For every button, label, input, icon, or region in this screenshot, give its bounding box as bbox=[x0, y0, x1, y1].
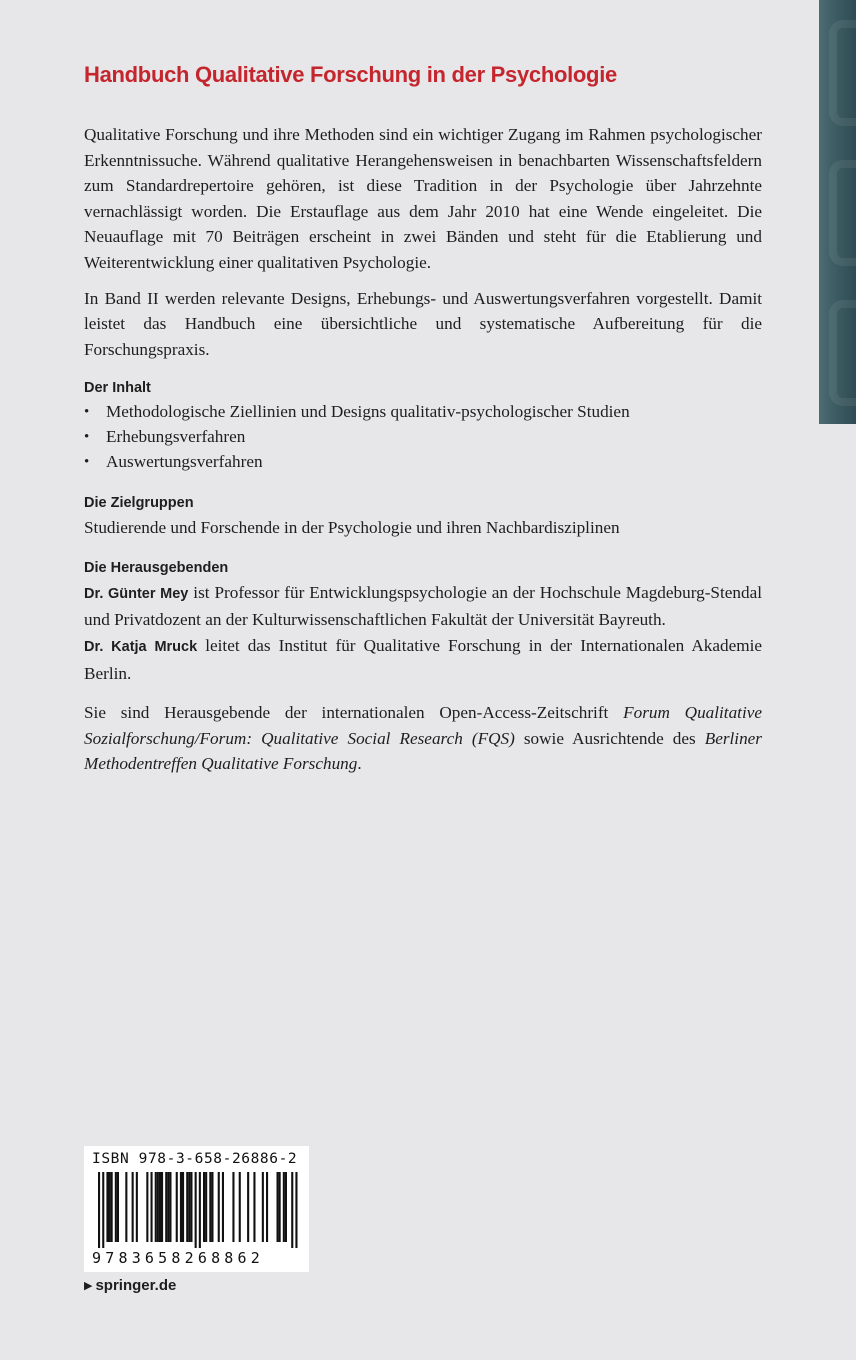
barcode-bar bbox=[117, 1172, 119, 1242]
barcode-bar bbox=[279, 1172, 281, 1242]
barcode-bar bbox=[199, 1172, 201, 1248]
barcode-bar bbox=[176, 1172, 178, 1242]
journal-title: Forum Qualitative Sozialforschung/Forum: Qualitative Social Research (FQS) bbox=[84, 703, 762, 748]
list-item: • Erhebungsverfahren bbox=[84, 425, 762, 450]
barcode-bars bbox=[92, 1172, 302, 1248]
barcode-bar bbox=[180, 1172, 182, 1242]
ean-digits: 9783658268862 bbox=[92, 1249, 264, 1267]
inhalt-list bbox=[84, 400, 762, 474]
barcode-bar bbox=[188, 1172, 190, 1242]
spine-decoration bbox=[829, 300, 856, 406]
barcode-bar bbox=[169, 1172, 171, 1242]
barcode-bar bbox=[295, 1172, 297, 1248]
barcode-bar bbox=[132, 1172, 134, 1242]
barcode-bar bbox=[157, 1172, 159, 1242]
barcode-bar bbox=[262, 1172, 264, 1242]
barcode-bar bbox=[182, 1172, 184, 1242]
closing-text: sowie Ausrichtende des bbox=[514, 728, 705, 748]
barcode-bar bbox=[109, 1172, 111, 1242]
editor-bio bbox=[84, 633, 762, 686]
barcode-bar bbox=[186, 1172, 188, 1242]
inhalt-heading: Der Inhalt bbox=[84, 380, 151, 397]
barcode-bar bbox=[253, 1172, 255, 1242]
barcode-bar bbox=[159, 1172, 161, 1242]
spine-decoration bbox=[829, 160, 856, 266]
barcode-bar bbox=[155, 1172, 157, 1242]
editor-text: leitet das Institut für Qualitative Forschung in der Internationalen Akademie Berlin. bbox=[84, 635, 762, 683]
barcode-bar bbox=[239, 1172, 241, 1242]
list-item: • Methodologische Ziellinien und Designs qualitativ-psychologischer Studien bbox=[84, 400, 762, 425]
closing-paragraph bbox=[84, 700, 762, 777]
barcode-bar bbox=[277, 1172, 279, 1242]
isbn-barcode bbox=[84, 1146, 309, 1272]
barcode-bar bbox=[222, 1172, 224, 1242]
editor-text: ist Professor für Entwicklungspsychologie an der Hochschule Magdeburg-Stendal und Privatdozent an der Kulturwissenschaftlichen Fakultät der Universität Bayreuth. bbox=[84, 582, 762, 630]
barcode-bar bbox=[136, 1172, 138, 1242]
barcode-bar bbox=[125, 1172, 127, 1242]
closing-text: Sie sind Herausgebende der internationalen Open-Access-Zeitschrift bbox=[84, 703, 624, 723]
event-title: Berliner Methodentreffen Qualitative Forschung bbox=[84, 728, 762, 774]
barcode-bar bbox=[195, 1172, 197, 1248]
barcode-bar bbox=[209, 1172, 211, 1242]
barcode-bar bbox=[161, 1172, 163, 1242]
spine-color-band bbox=[819, 0, 856, 424]
barcode-bar bbox=[211, 1172, 213, 1242]
editor-name: Dr. Katja Mruck bbox=[84, 638, 198, 655]
book-title: Handbuch Qualitative Forschung in der Psychologie bbox=[84, 62, 617, 87]
publisher-url: springer.de bbox=[95, 1277, 177, 1294]
band-paragraph: In Band II werden relevante Designs, Erhebungs- und Auswertungsverfahren vorgestellt. Damit leistet das Handbuch eine übersichtliche und systematische Aufbereitung für die Forschungspraxis. bbox=[84, 288, 762, 359]
editor-bio bbox=[84, 580, 762, 633]
back-cover-content bbox=[84, 62, 762, 787]
barcode-bar bbox=[167, 1172, 169, 1242]
closing-text: . bbox=[357, 754, 362, 774]
barcode-bar bbox=[203, 1172, 205, 1242]
barcode-bar bbox=[247, 1172, 249, 1242]
barcode-bar bbox=[115, 1172, 117, 1242]
barcode-bar bbox=[151, 1172, 153, 1242]
barcode-bar bbox=[266, 1172, 268, 1242]
barcode-bar bbox=[146, 1172, 148, 1242]
intro-paragraph: Qualitative Forschung und ihre Methoden sind ein wichtiger Zugang im Rahmen psychologischer Erkenntnissuche. Während qualitative Herangehensweisen in benachbarten Wissenschaftsfeldern zum Standardrepertoire gehören, ist diese Tradition in der Psychologie über Jahrzehnte vernachlässigt worden. Die Erstauflage aus dem Jahr 2010 hat eine Wende eingeleitet. Die Neuauflage mit 70 Beiträgen erscheint in zwei Bänden und steht für die Etablierung und Weiterentwicklung einer qualitativen Psychologie. bbox=[84, 125, 762, 272]
barcode-bar bbox=[165, 1172, 167, 1242]
spine-decoration bbox=[829, 20, 856, 126]
barcode-bar bbox=[98, 1172, 100, 1248]
list-item: • Auswertungsverfahren bbox=[84, 450, 762, 475]
editor-name: Dr. Günter Mey bbox=[84, 585, 189, 602]
zielgruppen-heading: Die Zielgruppen bbox=[84, 494, 194, 511]
barcode-bar bbox=[283, 1172, 285, 1242]
barcode-bar bbox=[190, 1172, 192, 1242]
barcode-bar bbox=[232, 1172, 234, 1242]
barcode-bar bbox=[291, 1172, 293, 1248]
arrow-right-icon: ▶ bbox=[84, 1280, 93, 1292]
barcode-bar bbox=[285, 1172, 287, 1242]
barcode-bar bbox=[111, 1172, 113, 1242]
barcode-bar bbox=[218, 1172, 220, 1242]
barcode-bar bbox=[106, 1172, 108, 1242]
barcode-bar bbox=[102, 1172, 104, 1248]
herausgebende-heading: Die Herausgebenden bbox=[84, 559, 229, 576]
isbn-number: ISBN 978-3-658-26886-2 bbox=[92, 1151, 298, 1167]
barcode-bar bbox=[205, 1172, 207, 1242]
zielgruppen-text: Studierende und Forschende in der Psychologie und ihren Nachbardisziplinen bbox=[84, 517, 620, 537]
publisher-link[interactable] bbox=[84, 1277, 176, 1294]
